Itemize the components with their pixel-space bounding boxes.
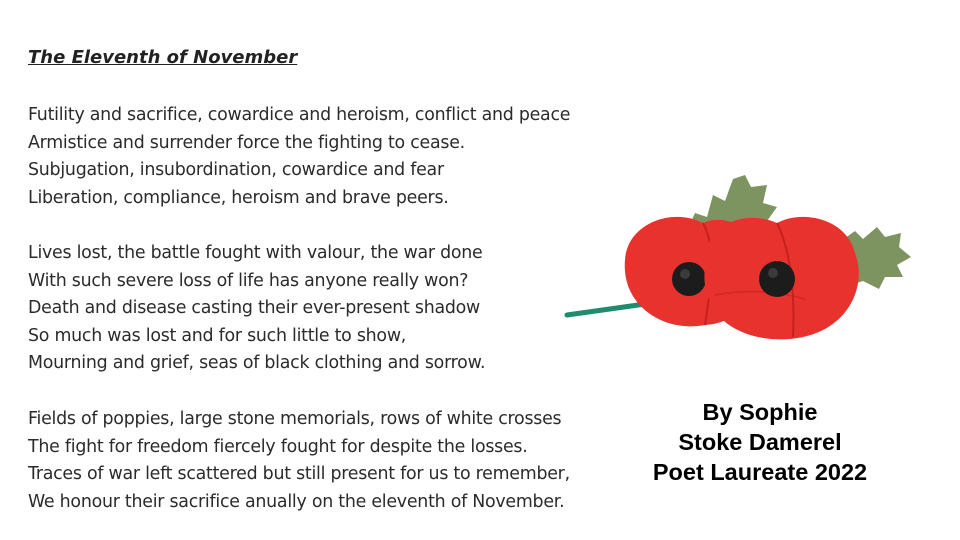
stanza-1 — [28, 102, 570, 212]
poem-line: We honour their sacrifice anually on the eleventh of November. — [28, 491, 565, 512]
poem-line: Lives lost, the battle fought with valour, the war done — [28, 243, 483, 263]
poem-line: So much was lost and for such little to show, — [28, 325, 407, 346]
byline-award: Poet Laureate 2022 — [652, 459, 868, 485]
byline-author: By Sophie — [702, 399, 818, 425]
poem-line: Mourning and grief, seas of black clothing and sorrow. — [28, 353, 486, 373]
poem-line: The fight for freedom fiercely fought for despite the losses. — [28, 436, 528, 457]
byline — [630, 397, 890, 487]
poem-line: Death and disease casting their ever-present shadow — [28, 298, 481, 318]
stanza-2 — [28, 240, 485, 378]
poem-line: With such severe loss of life has anyone really won? — [28, 270, 469, 291]
poem-line: Fields of poppies, large stone memorials, rows of white crosses — [28, 409, 562, 429]
poppy-icon — [555, 165, 915, 380]
poem-line: Futility and sacrifice, cowardice and heroism, conflict and peace — [28, 105, 571, 125]
poppy-front-center — [759, 261, 795, 297]
stanza-3 — [28, 406, 570, 516]
poem-line: Armistice and surrender force the fighting to cease. — [28, 132, 465, 153]
poem-line: Subjugation, insubordination, cowardice and fear — [28, 160, 444, 180]
byline-school: Stoke Damerel — [678, 429, 842, 455]
poem-line: Liberation, compliance, heroism and brave peers. — [28, 187, 449, 208]
poppy-back-center — [672, 262, 706, 296]
poem-title: The Eleventh of November — [28, 47, 298, 68]
poem-line: Traces of war left scattered but still present for us to remember, — [28, 464, 570, 484]
